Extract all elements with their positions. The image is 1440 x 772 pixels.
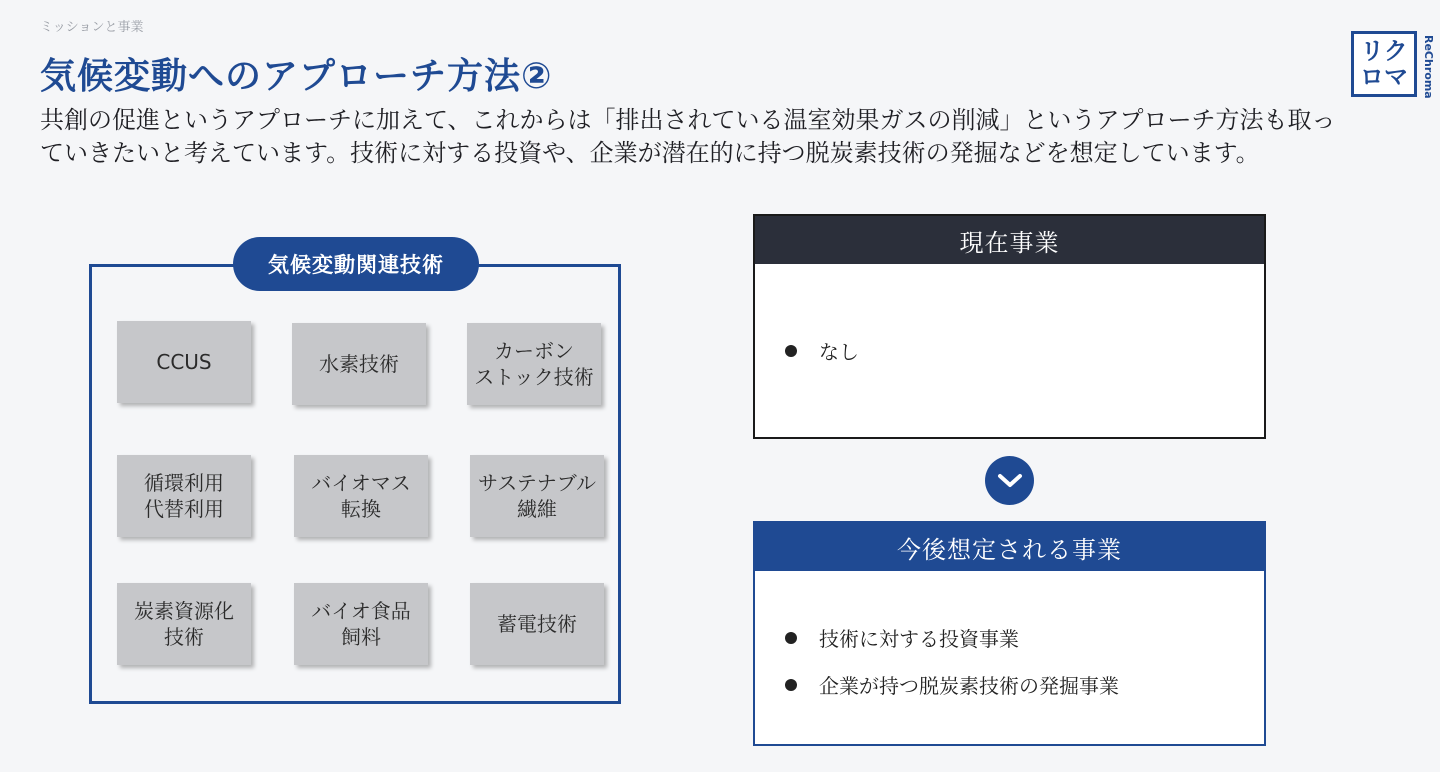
list-item <box>755 670 1264 699</box>
rechroma-logo <box>1351 31 1435 101</box>
tech-tile-biomass: バイオマス 転換 <box>294 455 428 537</box>
bullet-dot-icon <box>785 345 797 357</box>
tech-tile-battery: 蓄電技術 <box>470 583 604 665</box>
current-business-box <box>753 214 1266 439</box>
logo-line-2: ロマ <box>1360 63 1408 91</box>
breadcrumb: ミッションと事業 <box>40 20 144 35</box>
future-business-box <box>753 521 1266 746</box>
bullet-dot-icon <box>785 632 797 644</box>
logo-brand-text: ReChroma <box>1422 35 1435 99</box>
page-subtitle: 共創の促進というアプローチに加えて、これからは「排出されている温室効果ガスの削減」というアプローチ方法も取っていきたいと考えています。技術に対する投資や、企業が潜在的に持つ脱炭素技術の発掘などを想定しています。 <box>40 106 1336 167</box>
chevron-down-icon <box>985 456 1034 505</box>
list-item <box>755 336 1264 365</box>
tech-tile-sustainable-fiber: サステナブル 繊維 <box>470 455 604 537</box>
tech-tile-carbon-resource: 炭素資源化 技術 <box>117 583 251 665</box>
future-business-list <box>755 571 1264 699</box>
list-item-text: 企業が持つ脱炭素技術の発掘事業 <box>819 674 1119 698</box>
list-item-text: 技術に対する投資事業 <box>819 627 1019 651</box>
list-item-text: なし <box>819 340 859 364</box>
tech-tile-circular-use: 循環利用 代替利用 <box>117 455 251 537</box>
bullet-dot-icon <box>785 679 797 691</box>
current-business-header: 現在事業 <box>755 216 1264 264</box>
future-business-header: 今後想定される事業 <box>755 523 1264 571</box>
tech-tile-carbon-stock: カーボン ストック技術 <box>467 323 601 405</box>
current-business-list <box>755 264 1264 365</box>
logo-line-1: リク <box>1360 37 1408 65</box>
tech-panel-header: 気候変動関連技術 <box>233 237 479 291</box>
logo-mark <box>1351 31 1417 97</box>
tech-tile-hydrogen: 水素技術 <box>292 323 426 405</box>
tech-tile-bio-food: バイオ食品 飼料 <box>294 583 428 665</box>
tech-tile-ccus: CCUS <box>117 321 251 403</box>
list-item <box>755 623 1264 652</box>
page-title: 気候変動へのアプローチ方法② <box>40 56 553 97</box>
